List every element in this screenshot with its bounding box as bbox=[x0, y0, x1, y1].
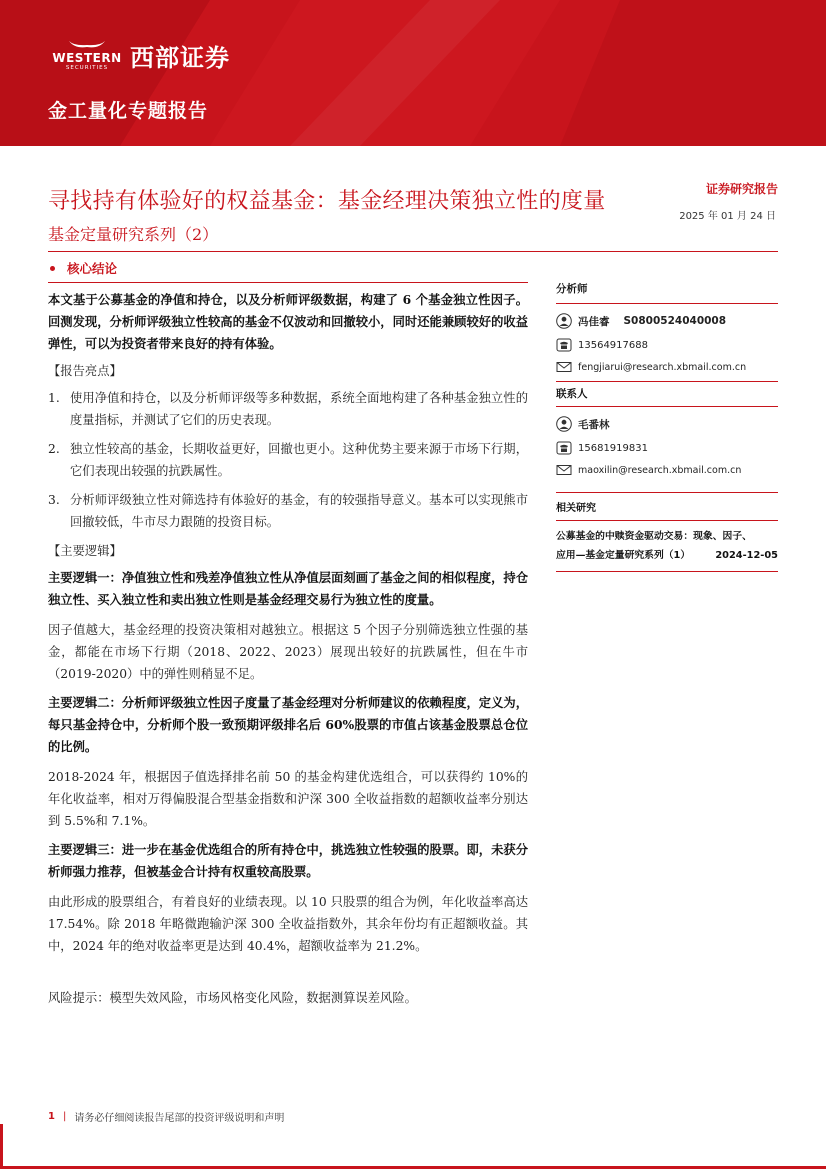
phone-icon bbox=[556, 440, 572, 456]
analyst-phone-row bbox=[556, 337, 778, 353]
header-banner bbox=[0, 0, 826, 146]
contact-divider bbox=[556, 406, 778, 407]
related-label: 相关研究 bbox=[556, 503, 596, 514]
analyst-phone: 13564917688 bbox=[578, 339, 648, 351]
footer-corner-vertical bbox=[0, 1124, 3, 1169]
contact-top-divider bbox=[556, 381, 778, 382]
western-securities-logo bbox=[48, 38, 230, 73]
related-title-line2: 应用—基金定量研究系列（1） bbox=[556, 550, 691, 561]
logic-label: 【主要逻辑】 bbox=[48, 544, 122, 558]
contact-phone: 15681919831 bbox=[578, 442, 648, 454]
highlight-text: 分析师评级独立性对筛选持有体验好的基金，有的较强指导意义。基本可以实现熊市回撤较低，牛市尽力跟随的投资目标。 bbox=[70, 493, 528, 529]
highlight-item bbox=[48, 489, 528, 533]
footer-note bbox=[48, 1109, 284, 1124]
related-research-link[interactable] bbox=[556, 527, 778, 565]
analyst-cert-number: S0800524040008 bbox=[623, 315, 727, 327]
highlight-text: 使用净值和持仓，以及分析师评级等多种数据，系统全面地构建了各种基金独立性的度量指标，并测试了它们的历史表现。 bbox=[70, 391, 528, 427]
related-bottom-divider bbox=[556, 571, 778, 572]
highlights-list bbox=[48, 387, 528, 533]
risk-warning: 风险提示：模型失效风险，市场风格变化风险，数据测算误差风险。 bbox=[48, 991, 417, 1005]
contact-name: 毛番林 bbox=[578, 418, 610, 431]
contact-name-row bbox=[556, 416, 778, 432]
analyst-email-row bbox=[556, 359, 778, 375]
person-icon bbox=[556, 416, 572, 432]
highlight-number: 1. bbox=[48, 391, 60, 405]
report-date: 2025 年 01 月 24 日 bbox=[679, 211, 776, 222]
title-divider bbox=[48, 251, 778, 252]
contact-phone-row bbox=[556, 440, 778, 456]
email-icon bbox=[556, 359, 572, 375]
report-title: 寻找持有体验好的权益基金：基金经理决策独立性的度量 bbox=[48, 189, 606, 214]
analyst-divider bbox=[556, 303, 778, 304]
logic3-text: 由此形成的股票组合，有着良好的业绩表现。以 10 只股票的组合为例，年化收益率高达 17.54%。除 2018 年略微跑输沪深 300 全收益指数外，其余年份均有正超额收益。其中，2024 年的绝对收益率更是达到 40.4%，超额收益率为 21.2%。 bbox=[48, 895, 528, 953]
logic1-text: 因子值越大，基金经理的投资决策相对越独立。根据这 5 个因子分别筛选独立性强的基金，都能在市场下行期（2018、2022、2023）展现出较好的抗跌属性，但在牛市（2019-2020）中的弹性则稍显不足。 bbox=[48, 623, 528, 681]
highlight-text: 独立性较高的基金，长期收益更好，回撤也更小。这种优势主要来源于市场下行期，它们表现出较强的抗跌属性。 bbox=[70, 442, 528, 478]
logic2-heading: 主要逻辑二：分析师评级独立性因子度量了基金经理对分析师建议的依赖程度，定义为，每只基金持仓中，分析师个股一致预期评级排名后 60%股票的市值占该基金股票总仓位的比例。 bbox=[48, 695, 528, 754]
main-content bbox=[48, 289, 528, 1009]
sidebar bbox=[556, 281, 778, 572]
footer-separator: | bbox=[62, 1111, 67, 1122]
summary-paragraph: 本文基于公募基金的净值和持仓，以及分析师评级数据，构建了 6 个基金独立性因子。回测发现，分析师评级独立性较高的基金不仅波动和回撤较小，同时还能兼顾较好的收益弹性，可以为投资者带来良好的持有体验。 bbox=[48, 292, 528, 351]
core-heading-text: 核心结论 bbox=[67, 261, 118, 276]
related-title-line1: 公募基金的中赎资金驱动交易：现象、因子、 bbox=[556, 531, 752, 542]
related-top-divider bbox=[556, 492, 778, 493]
related-title-line2-row bbox=[556, 546, 778, 565]
highlights-label: 【报告亮点】 bbox=[48, 364, 122, 378]
highlight-number: 2. bbox=[48, 442, 60, 456]
logo-en-line2: SECURITIES bbox=[65, 64, 109, 71]
core-heading-divider bbox=[48, 282, 528, 283]
analyst-email[interactable]: fengjiarui@research.xbmail.com.cn bbox=[578, 361, 747, 373]
analyst-label: 分析师 bbox=[556, 283, 588, 295]
related-divider bbox=[556, 520, 778, 521]
highlight-item bbox=[48, 438, 528, 482]
page-number: 1 bbox=[48, 1111, 55, 1122]
bullet-dot-icon bbox=[50, 266, 55, 271]
highlight-item bbox=[48, 387, 528, 431]
analyst-name-row bbox=[556, 313, 778, 329]
contact-email[interactable]: maoxilin@research.xbmail.com.cn bbox=[578, 464, 742, 476]
footer-disclaimer: 请务必仔细阅读报告尾部的投资评级说明和声明 bbox=[74, 1113, 285, 1124]
banner-decoration bbox=[0, 0, 826, 146]
person-icon bbox=[556, 313, 572, 329]
report-type: 金工量化专题报告 bbox=[48, 100, 209, 122]
contact-email-row bbox=[556, 462, 778, 478]
logic2-text: 2018-2024 年，根据因子值选择排名前 50 的基金构建优选组合，可以获得约 10%的年化收益率，相对万得偏股混合型基金指数和沪深 300 全收益指数的超额收益率分别达到 5.5%和 7.1%。 bbox=[48, 770, 528, 828]
logo-en-line1: WESTERN bbox=[52, 50, 122, 65]
core-conclusion-heading bbox=[48, 259, 117, 277]
contact-label: 联系人 bbox=[556, 388, 588, 400]
logic3-heading: 主要逻辑三：进一步在基金优选组合的所有持仓中，挑选独立性较强的股票。即，未获分析师强力推荐，但被基金合计持有权重较高股票。 bbox=[48, 842, 528, 879]
bull-horns-icon bbox=[67, 40, 107, 50]
logic1-heading: 主要逻辑一：净值独立性和残差净值独立性从净值层面刻画了基金之间的相似程度，持仓独立性、买入独立性和卖出独立性则是基金经理交易行为独立性的度量。 bbox=[48, 570, 528, 607]
series-title: 基金定量研究系列（2） bbox=[48, 225, 219, 244]
logo-cn: 西部证券 bbox=[130, 44, 230, 72]
highlight-number: 3. bbox=[48, 493, 60, 507]
doc-type-label: 证券研究报告 bbox=[705, 182, 778, 196]
related-date: 2024-12-05 bbox=[715, 550, 778, 561]
email-icon bbox=[556, 462, 572, 478]
phone-icon bbox=[556, 337, 572, 353]
logo-en bbox=[48, 40, 126, 72]
analyst-name: 冯佳睿 bbox=[578, 315, 610, 328]
